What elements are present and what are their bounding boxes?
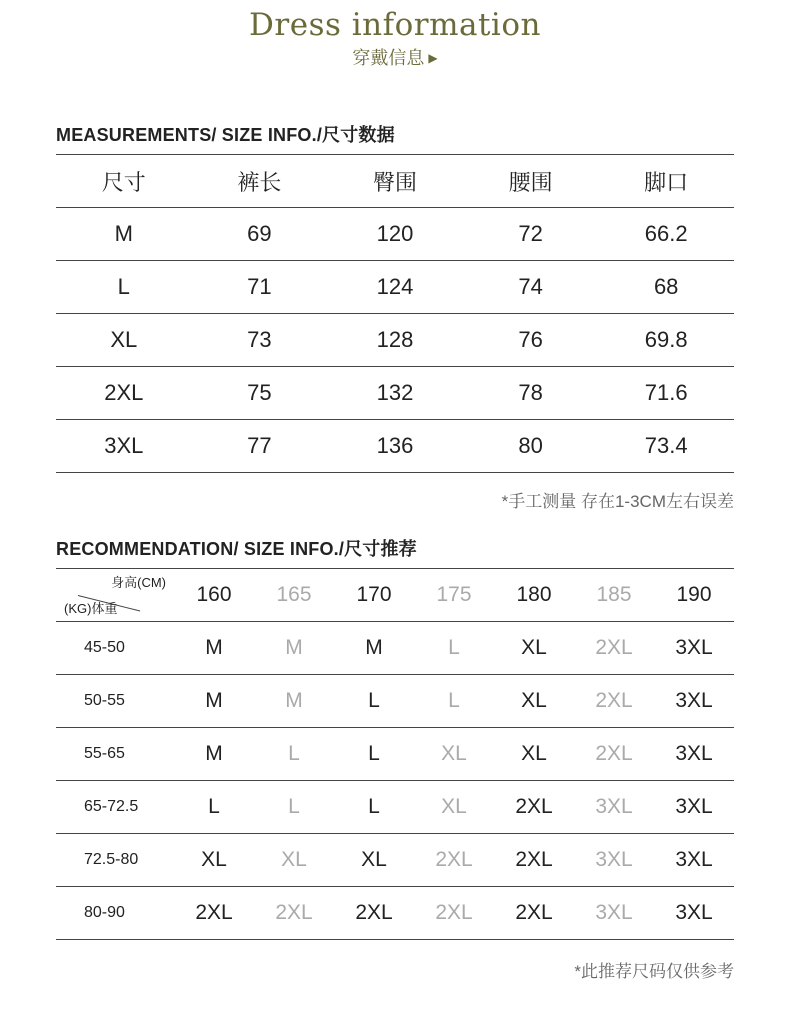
height-header: 180 [494,569,574,622]
table-cell: 72 [463,208,599,261]
col-header: 臀围 [327,155,463,208]
col-header: 尺寸 [56,155,192,208]
weight-cell: 80-90 [56,887,174,940]
table-header-row [56,155,734,208]
table-row [56,314,734,367]
table-row [56,675,734,728]
size-cell: 2XL [414,887,494,940]
size-cell: 2XL [574,622,654,675]
table-cell: 124 [327,261,463,314]
page-subtitle [0,46,790,70]
table-cell: M [56,208,192,261]
col-header: 腰围 [463,155,599,208]
size-cell: 3XL [654,834,734,887]
col-header: 脚口 [598,155,734,208]
col-header: 裤长 [192,155,328,208]
header [0,0,790,70]
table-header-row [56,569,734,622]
table-row [56,781,734,834]
size-cell: XL [494,675,574,728]
page-title: Dress information [249,7,541,43]
size-cell: 3XL [654,675,734,728]
table-cell: 76 [463,314,599,367]
table-cell: 71.6 [598,367,734,420]
table-cell: 66.2 [598,208,734,261]
table-row [56,622,734,675]
table-cell: 73.4 [598,420,734,473]
size-cell: M [334,622,414,675]
size-cell: M [254,675,334,728]
weight-label: (KG)体重 [64,601,118,616]
table-cell: 78 [463,367,599,420]
size-cell: 3XL [654,781,734,834]
size-cell: M [174,728,254,781]
size-cell: XL [174,834,254,887]
size-cell: XL [414,728,494,781]
height-header: 190 [654,569,734,622]
table-row [56,420,734,473]
table-cell: 132 [327,367,463,420]
table-cell: 69 [192,208,328,261]
table-cell: XL [56,314,192,367]
corner-cell [56,569,174,622]
recommendation-note: *此推荐尺码仅供参考 [574,962,734,981]
play-arrow-icon: ▶ [428,51,438,65]
height-header: 160 [174,569,254,622]
table-cell: 80 [463,420,599,473]
size-cell: 3XL [574,781,654,834]
height-header: 175 [414,569,494,622]
size-cell: L [254,781,334,834]
size-cell: M [254,622,334,675]
weight-cell: 55-65 [56,728,174,781]
size-cell: 2XL [334,887,414,940]
size-cell: 2XL [494,887,574,940]
table-cell: 73 [192,314,328,367]
table-row [56,887,734,940]
weight-cell: 72.5-80 [56,834,174,887]
table-row [56,834,734,887]
table-cell: 120 [327,208,463,261]
size-cell: XL [414,781,494,834]
size-cell: L [334,675,414,728]
size-cell: 2XL [494,781,574,834]
recommendation-table [56,568,734,940]
size-cell: M [174,622,254,675]
recommendation-title: RECOMMENDATION/ SIZE INFO./尺寸推荐 [56,539,417,559]
table-cell: L [56,261,192,314]
table-row [56,728,734,781]
measurement-note: *手工测量 存在1-3CM左右误差 [501,492,734,511]
measurements-title: MEASUREMENTS/ SIZE INFO./尺寸数据 [56,125,395,145]
size-cell: XL [494,728,574,781]
size-cell: M [174,675,254,728]
size-cell: L [254,728,334,781]
height-header: 165 [254,569,334,622]
weight-cell: 50-55 [56,675,174,728]
size-cell: L [334,728,414,781]
size-cell: L [414,675,494,728]
subtitle-text: 穿戴信息 [352,48,425,68]
height-header: 170 [334,569,414,622]
table-cell: 69.8 [598,314,734,367]
height-label: 身高(CM) [111,575,166,590]
size-cell: 2XL [574,728,654,781]
table-cell: 77 [192,420,328,473]
table-row [56,367,734,420]
weight-cell: 45-50 [56,622,174,675]
table-cell: 68 [598,261,734,314]
size-cell: 3XL [574,887,654,940]
table-cell: 128 [327,314,463,367]
size-cell: 2XL [414,834,494,887]
table-cell: 136 [327,420,463,473]
size-cell: 3XL [654,728,734,781]
size-cell: L [174,781,254,834]
size-cell: XL [494,622,574,675]
table-cell: 71 [192,261,328,314]
table-cell: 3XL [56,420,192,473]
table-cell: 2XL [56,367,192,420]
table-row [56,261,734,314]
weight-cell: 65-72.5 [56,781,174,834]
size-cell: XL [254,834,334,887]
size-cell: 3XL [654,887,734,940]
table-cell: 75 [192,367,328,420]
size-cell: L [414,622,494,675]
table-cell: 74 [463,261,599,314]
table-row [56,208,734,261]
size-cell: XL [334,834,414,887]
size-cell: 2XL [254,887,334,940]
size-cell: L [334,781,414,834]
size-cell: 2XL [494,834,574,887]
size-cell: 3XL [574,834,654,887]
size-cell: 2XL [574,675,654,728]
size-cell: 2XL [174,887,254,940]
size-cell: 3XL [654,622,734,675]
height-header: 185 [574,569,654,622]
measurements-table [56,154,734,473]
